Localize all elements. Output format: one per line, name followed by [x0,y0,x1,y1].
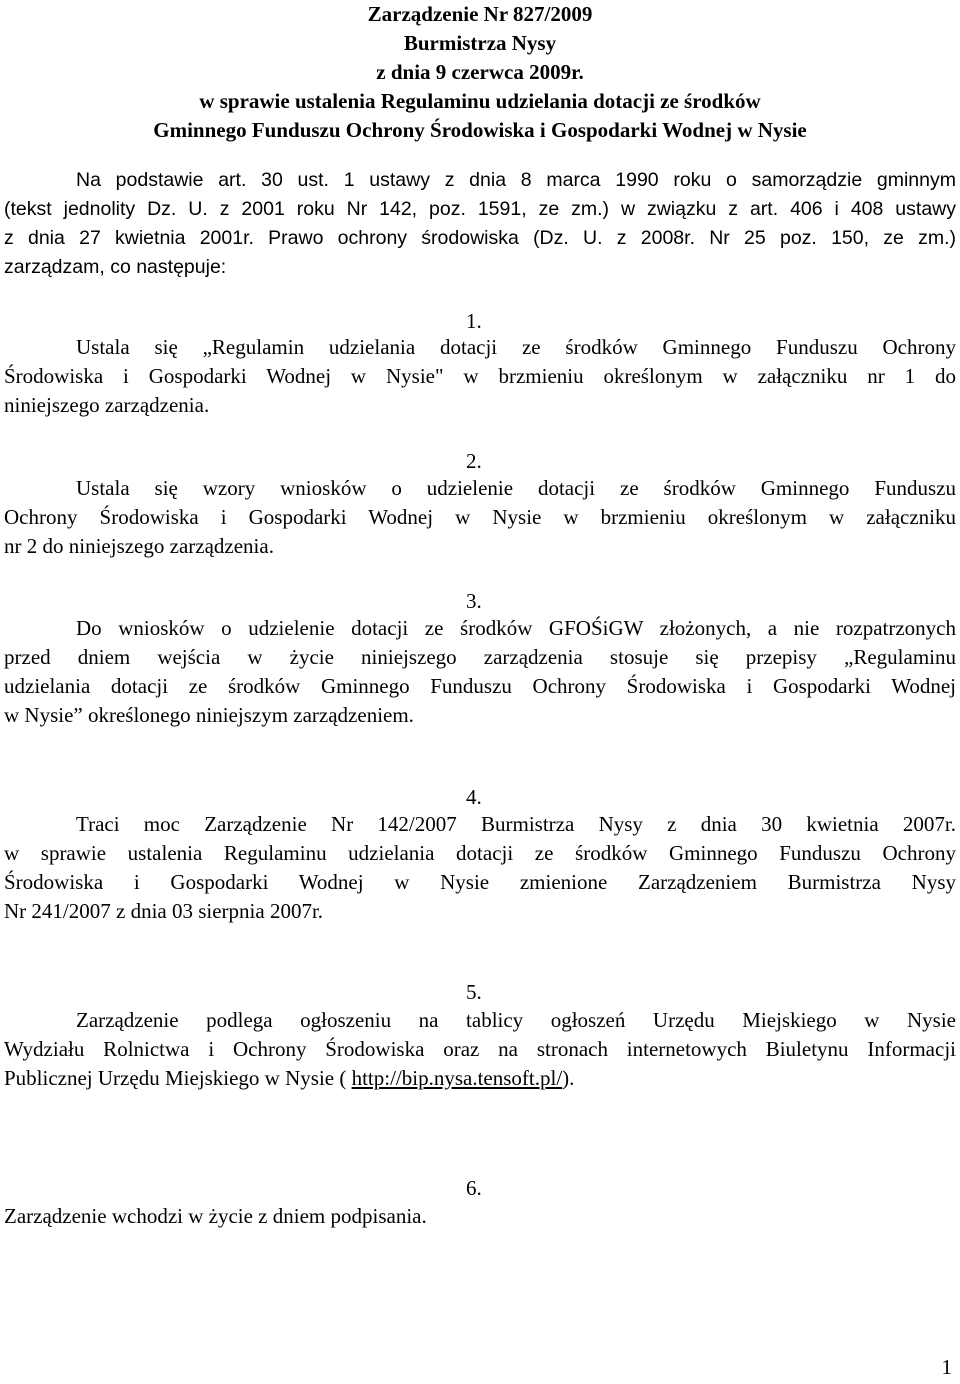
paragraph-line: Ustala się „Regulamin udzielania dotacji ze środków Gminnego Funduszu Ochrony [76,335,956,359]
preamble-line: z dnia 27 kwietnia 2001r. Prawo ochrony środowiska (Dz. U. z 2008r. Nr 25 poz. 150, ze zm.) [4,227,956,249]
section-paragraph [4,1006,956,1093]
paragraph-text: ). [562,1066,575,1090]
section-paragraph [4,810,956,926]
section-number: 2. [466,449,482,473]
paragraph-line: Zarządzenie podlega ogłoszeniu na tablicy ogłoszeń Urzędu Miejskiego w Nysie [76,1008,956,1032]
paragraph-line: Zarządzenie wchodzi w życie z dniem podpisania. [4,1204,427,1228]
section-paragraph [4,474,956,561]
section-paragraph [4,1202,956,1231]
preamble-line: Na podstawie art. 30 ust. 1 ustawy z dnia 8 marca 1990 roku o samorządzie gminnym [76,169,956,191]
section-number: 5. [466,980,482,1004]
section-paragraph [4,333,956,420]
paragraph-line: nr 2 do niniejszego zarządzenia. [4,534,274,558]
paragraph-line: w Nysie” określonego niniejszym zarządzeniem. [4,703,414,727]
section-number: 3. [466,589,482,613]
paragraph-line: niniejszego zarządzenia. [4,393,210,417]
page-number: 1 [941,1355,952,1379]
title-line: w sprawie ustalenia Regulaminu udzielania dotacji ze środków [199,89,761,113]
title-line: Gminnego Funduszu Ochrony Środowiska i Gospodarki Wodnej w Nysie [153,118,807,142]
paragraph-line: udzielania dotacji ze środków Gminnego Funduszu Ochrony Środowiska i Gospodarki Wodnej [4,674,956,698]
section-paragraph [4,614,956,730]
paragraph-text: Publicznej Urzędu Miejskiego w Nysie ( [4,1066,352,1090]
paragraph-line: Środowiska i Gospodarki Wodnej w Nysie" w brzmieniu określonym w załączniku nr 1 do [4,364,956,388]
bip-link[interactable]: http://bip.nysa.tensoft.pl/ [351,1066,563,1090]
section-number: 4. [466,785,482,809]
title-line: Zarządzenie Nr 827/2009 [367,2,593,26]
title-line: z dnia 9 czerwca 2009r. [376,60,584,84]
paragraph-line: Środowiska i Gospodarki Wodnej w Nysie zmienione Zarządzeniem Burmistrza Nysy [4,870,956,894]
preamble-line: (tekst jednolity Dz. U. z 2001 roku Nr 142, poz. 1591, ze zm.) w związku z art. 406 i 408 ustawy [4,198,956,220]
paragraph-line: Traci moc Zarządzenie Nr 142/2007 Burmistrza Nysy z dnia 30 kwietnia 2007r. [76,812,956,836]
title-line: Burmistrza Nysy [403,31,557,55]
paragraph-line: Ochrony Środowiska i Gospodarki Wodnej w Nysie w brzmieniu określonym w załączniku [4,505,956,529]
section-number: 1. [466,309,482,333]
preamble-line: zarządzam, co następuje: [4,256,227,278]
paragraph-line: Ustala się wzory wniosków o udzielenie dotacji ze środków Gminnego Funduszu [76,476,956,500]
paragraph-line [4,1064,956,1093]
paragraph-line: Do wniosków o udzielenie dotacji ze środków GFOŚiGW złożonych, a nie rozpatrzonych [76,616,956,640]
paragraph-line: Wydziału Rolnictwa i Ochrony Środowiska oraz na stronach internetowych Biuletynu Informacji [4,1037,956,1061]
paragraph-line: Nr 241/2007 z dnia 03 sierpnia 2007r. [4,899,324,923]
paragraph-line: przed dniem wejścia w życie niniejszego zarządzenia stosuje się przepisy „Regulaminu [4,645,956,669]
section-number: 6. [466,1176,482,1200]
paragraph-line: w sprawie ustalenia Regulaminu udzielania dotacji ze środków Gminnego Funduszu Ochrony [4,841,956,865]
document-title [0,0,960,145]
preamble [4,166,956,282]
